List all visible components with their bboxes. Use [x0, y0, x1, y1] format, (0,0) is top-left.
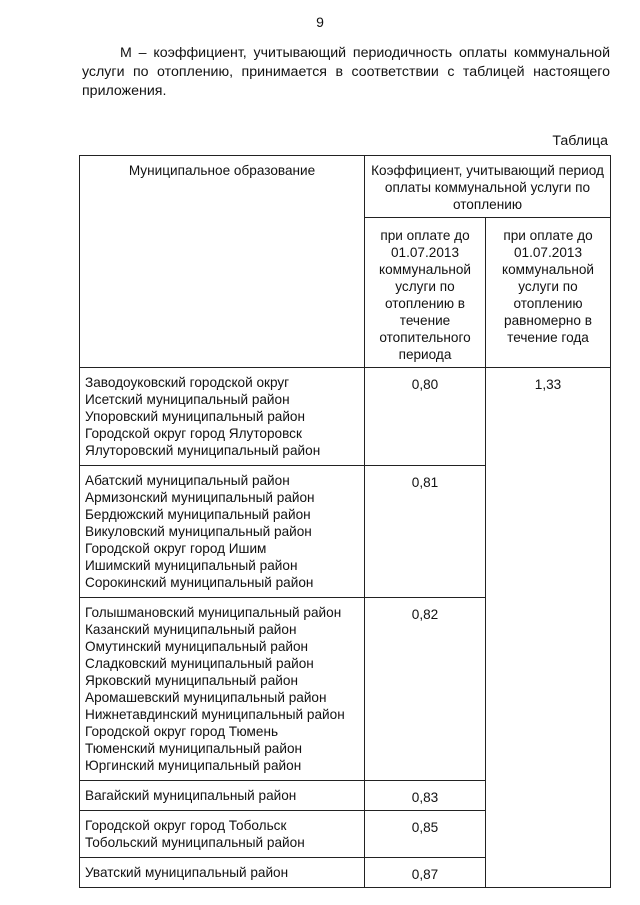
municipality-name: Сладковский муниципальный район	[85, 656, 314, 671]
municipality-name: Ярковский муниципальный район	[85, 673, 298, 688]
municipality-name: Ялуторовский муниципальный район	[85, 443, 321, 458]
municipality-name: Тюменский муниципальный район	[85, 741, 303, 756]
municipality-name: Заводоуковский городской округ	[85, 375, 290, 390]
coefficient-heating-period-value: 0,81	[365, 466, 486, 598]
municipality-cell	[80, 811, 365, 858]
municipality-cell	[80, 781, 365, 811]
municipality-name: Викуловский муниципальный район	[85, 524, 312, 539]
municipality-name: Городской округ город Тюмень	[85, 724, 279, 739]
coefficient-heating-period-value: 0,85	[365, 811, 486, 858]
municipality-name: Сорокинский муниципальный район	[85, 575, 314, 590]
table-body	[80, 156, 611, 888]
municipality-name: Исетский муниципальный район	[85, 392, 290, 407]
municipality-name: Казанский муниципальный район	[85, 622, 297, 637]
municipality-name: Юргинский муниципальный район	[85, 758, 302, 773]
municipality-name: Уватский муниципальный район	[85, 865, 289, 880]
municipality-name: Абатский муниципальный район	[85, 473, 290, 488]
coefficient-heating-period-value: 0,83	[365, 781, 486, 811]
coefficient-uniform-value: 1,33	[486, 368, 611, 888]
municipality-name: Ишимский муниципальный район	[85, 558, 298, 573]
coefficient-heating-period-value: 0,80	[365, 368, 486, 466]
municipality-name: Голышмановский муниципальный район	[85, 605, 342, 620]
municipality-name: Армизонский муниципальный район	[85, 490, 315, 505]
municipality-cell	[80, 368, 365, 466]
table-header-row	[80, 156, 611, 218]
coefficient-heating-period-value: 0,87	[365, 858, 486, 888]
coefficient-heating-period-value: 0,82	[365, 598, 486, 781]
municipality-name: Аромашевский муниципальный район	[85, 690, 327, 705]
table-caption: Таблица	[552, 133, 608, 149]
header-municipality: Муниципальное образование	[80, 156, 365, 368]
municipality-cell	[80, 466, 365, 598]
intro-paragraph: М – коэффициент, учитывающий периодичность оплаты коммунальной услуги по отоплению, принимается в соответствии с таблицей настоящего приложения.	[82, 45, 610, 99]
municipality-cell	[80, 598, 365, 781]
subheader-uniform-year: при оплате до 01.07.2013 коммунальной услуги по отоплению равномерно в течение года	[486, 218, 611, 368]
header-coefficient: Коэффициент, учитывающий период оплаты коммунальной услуги по отоплению	[365, 156, 611, 218]
municipality-name: Городской округ город Тобольск	[85, 818, 287, 833]
coefficient-table	[79, 155, 611, 888]
municipality-name: Тобольский муниципальный район	[85, 835, 305, 850]
table-row	[80, 368, 611, 466]
municipality-name: Упоровский муниципальный район	[85, 409, 305, 424]
municipality-name: Омутинский муниципальный район	[85, 639, 309, 654]
municipality-name: Нижнетавдинский муниципальный район	[85, 707, 345, 722]
municipality-name: Бердюжский муниципальный район	[85, 507, 311, 522]
subheader-heating-period: при оплате до 01.07.2013 коммунальной услуги по отоплению в течение отопительного периода	[365, 218, 486, 368]
municipality-name: Городской округ город Ишим	[85, 541, 267, 556]
page-number: 9	[316, 14, 324, 30]
municipality-cell	[80, 858, 365, 888]
municipality-name: Вагайский муниципальный район	[85, 788, 297, 803]
municipality-name: Городской округ город Ялуторовск	[85, 426, 302, 441]
